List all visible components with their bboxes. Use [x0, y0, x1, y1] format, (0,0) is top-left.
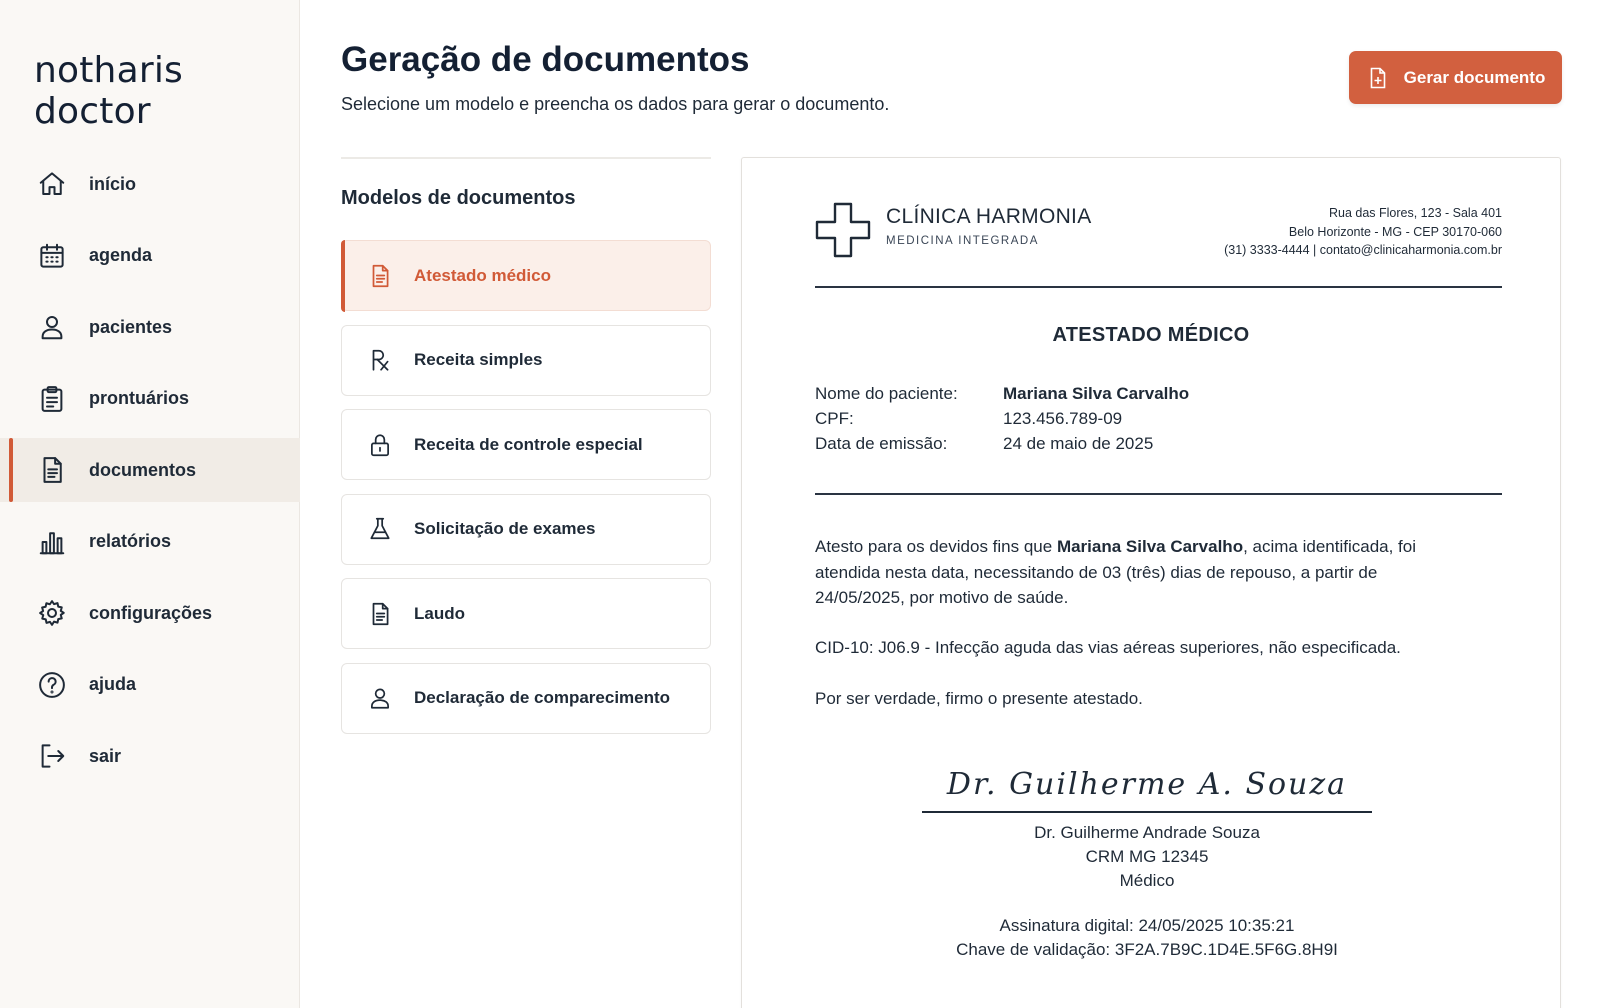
user-icon [36, 311, 68, 343]
sidebar-item-label: configurações [89, 602, 213, 623]
calendar-icon [36, 240, 68, 272]
patient-label: Nome do paciente: [815, 384, 958, 403]
fields-divider [815, 493, 1502, 495]
model-list [341, 240, 711, 747]
app-logo[interactable]: notharis doctor [34, 50, 183, 132]
patient-name-inline: Mariana Silva Carvalho [1056, 537, 1244, 556]
sidebar-item-configuracoes[interactable] [0, 581, 300, 645]
models-title: Modelos de documentos [341, 187, 576, 209]
model-item-declaracao-comparecimento[interactable] [341, 663, 711, 734]
lock-icon [366, 431, 394, 459]
sidebar-item-label: ajuda [89, 674, 137, 694]
header-divider [815, 286, 1502, 288]
cpf-label: CPF: [815, 409, 854, 428]
sidebar-item-label: documentos [89, 459, 197, 480]
clipboard-icon [36, 383, 68, 415]
sidebar-item-agenda[interactable] [0, 224, 300, 288]
sidebar-item-ajuda[interactable] [0, 653, 300, 717]
doctor-crm: CRM MG 12345 [1085, 847, 1209, 866]
help-icon [36, 669, 68, 701]
body-text: , acima identificada, foi atendida nesta data, necessitando de 03 (três) dias de repouso, a partir de 24/05/2025, por motivo de saúde. [815, 537, 1416, 607]
address-line: Rua das Flores, 123 - Sala 401 [1328, 206, 1502, 220]
doctor-name: Dr. Guilherme Andrade Souza [1034, 823, 1260, 842]
document-plus-icon [1366, 66, 1390, 90]
signature-line [922, 811, 1372, 813]
model-item-receita-simples[interactable] [341, 325, 711, 396]
sidebar-item-prontuarios[interactable] [0, 367, 300, 431]
sidebar-item-label: prontuários [89, 388, 190, 408]
sidebar-item-documentos[interactable] [0, 438, 300, 502]
cid-text: CID-10: J06.9 - Infecção aguda das vias aéreas superiores, não especificada. [815, 638, 1401, 657]
contact-line: (31) 3333-4444 | contato@clinicaharmonia.com.br [1224, 243, 1502, 257]
sidebar-item-label: sair [89, 745, 122, 766]
sidebar-item-label: agenda [89, 245, 153, 265]
model-item-label: Laudo [414, 603, 465, 623]
sidebar-item-relatorios[interactable] [0, 510, 300, 574]
digital-signature: Assinatura digital: 24/05/2025 10:35:21 [999, 916, 1295, 935]
sidebar-item-sair[interactable] [0, 724, 300, 788]
sidebar-item-label: pacientes [89, 316, 173, 337]
date-value: 24 de maio de 2025 [1003, 434, 1154, 453]
flask-icon [366, 515, 394, 543]
model-item-atestado-medico[interactable] [341, 240, 711, 311]
body-text: Atesto para os devidos fins que [815, 537, 1057, 556]
document-icon [366, 262, 394, 290]
model-item-laudo[interactable] [341, 578, 711, 649]
document-preview [741, 157, 1561, 1008]
logout-icon [36, 740, 68, 772]
gear-icon [36, 597, 68, 629]
doctor-role: Médico [1119, 871, 1175, 890]
generate-document-label: Gerar documento [1403, 67, 1546, 87]
user-icon [366, 684, 394, 712]
date-label: Data de emissão: [815, 434, 948, 453]
closing-text: Por ser verdade, firmo o presente atestado. [815, 689, 1143, 708]
bar-chart-icon [36, 526, 68, 558]
cpf-value: 123.456.789-09 [1003, 409, 1123, 428]
document-icon [36, 454, 68, 486]
sidebar-item-inicio[interactable] [0, 152, 300, 216]
model-item-receita-controle-especial[interactable] [341, 409, 711, 480]
clinic-tagline: MEDICINA INTEGRADA [886, 235, 1039, 247]
clinic-name: CLÍNICA HARMONIA [886, 205, 1092, 228]
model-item-label: Atestado médico [414, 265, 551, 285]
sidebar-nav [0, 152, 300, 796]
sidebar-item-pacientes[interactable] [0, 295, 300, 359]
home-icon [36, 168, 68, 200]
document-title: ATESTADO MÉDICO [1052, 324, 1250, 346]
generate-document-button[interactable] [1349, 51, 1562, 104]
svg-text:Dr. Guilherme A. Souza: Dr. Guilherme A. Souza [946, 767, 1348, 802]
address-line: Belo Horizonte - MG - CEP 30170-060 [1288, 224, 1502, 239]
page-subtitle: Selecione um modelo e preencha os dados para gerar o documento. [341, 94, 890, 114]
clinic-address [1224, 204, 1502, 260]
medical-cross-icon [815, 202, 871, 258]
rx-icon [366, 346, 394, 374]
model-item-solicitacao-exames[interactable] [341, 494, 711, 565]
models-divider [341, 157, 711, 159]
sidebar-item-label: início [89, 173, 137, 194]
handwritten-signature [922, 758, 1372, 808]
model-item-label: Receita de controle especial [414, 434, 643, 454]
certificate-text [815, 534, 1425, 611]
model-item-label: Receita simples [414, 350, 543, 369]
document-icon [366, 600, 394, 628]
model-item-label: Declaração de comparecimento [414, 688, 671, 707]
page-title: Geração de documentos [341, 40, 750, 79]
sidebar [0, 0, 300, 1008]
validation-key: Chave de validação: 3F2A.7B9C.1D4E.5F6G.8H9I [956, 940, 1338, 959]
model-item-label: Solicitação de exames [414, 519, 596, 538]
sidebar-item-label: relatórios [89, 531, 172, 551]
patient-value: Mariana Silva Carvalho [1003, 384, 1190, 403]
